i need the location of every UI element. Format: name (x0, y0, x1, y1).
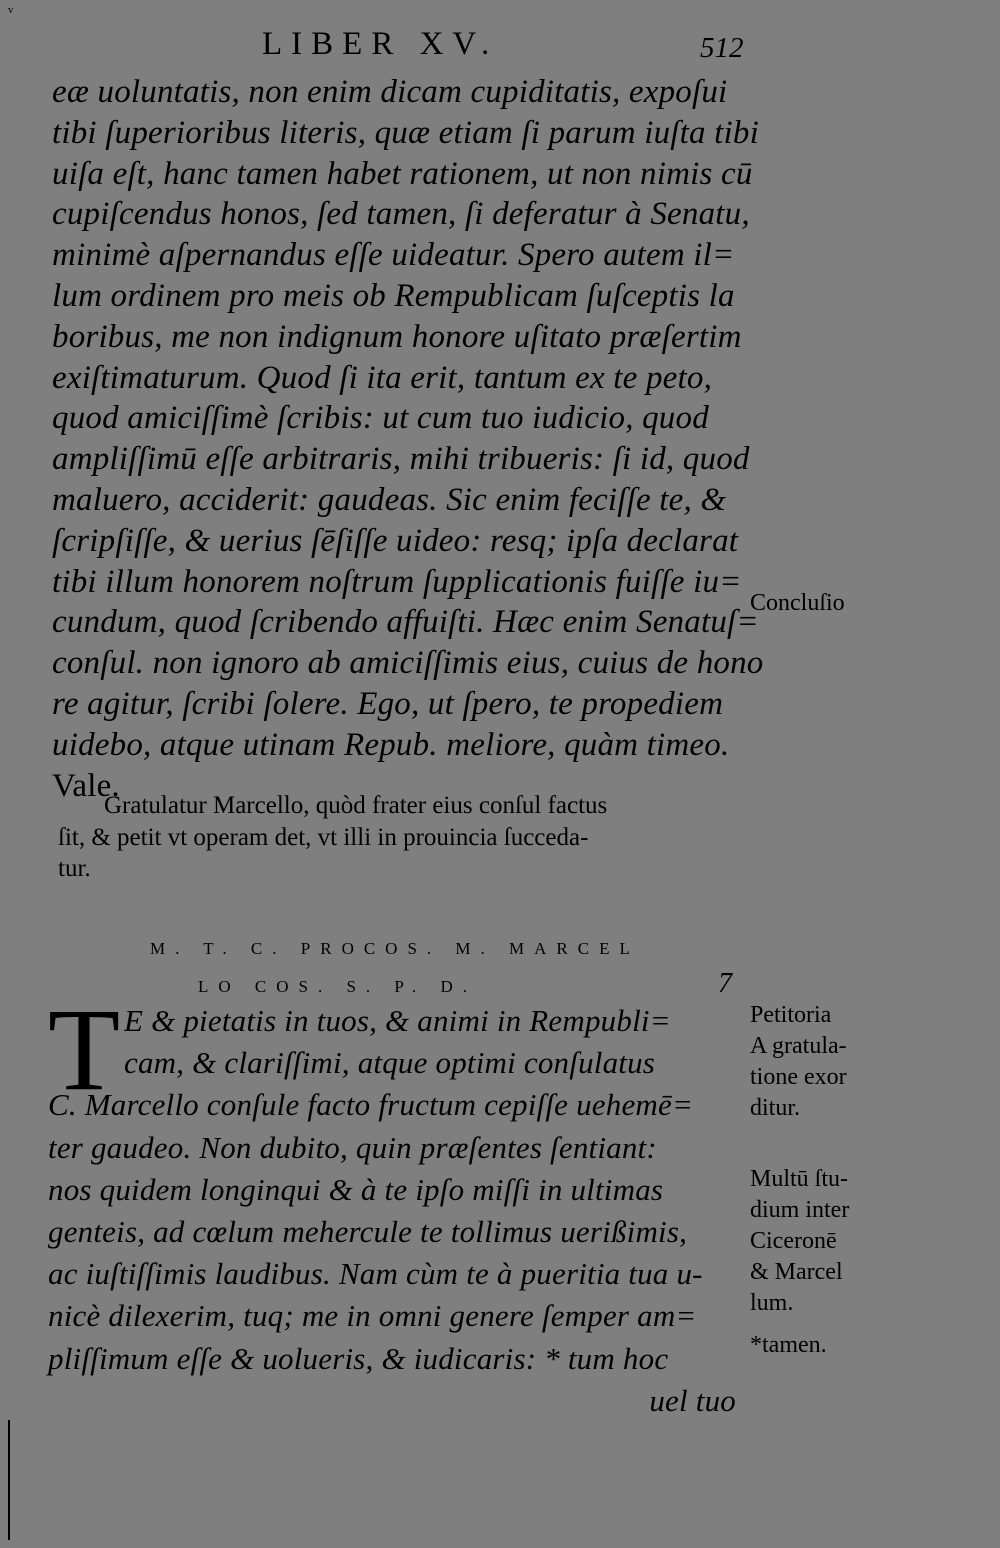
margin-note-conclusio: Concluſio (750, 590, 845, 616)
text-line: minimè aſpernandus eſſe uideatur. Spero autem il= (52, 237, 735, 274)
summary-line: ſit, & petit vt operam det, vt illi in prouincia ſucceda- (58, 823, 589, 851)
text-line: ſcripſiſſe, & uerius ſēſiſſe uideo: resq; ipſa declarat (52, 522, 739, 559)
corner-mark: ᵛ (8, 2, 14, 22)
letter-line: ac iuſtiſſimis laudibus. Nam cùm te à pueritia tua u- (48, 1256, 703, 1292)
letter-greeting (150, 930, 750, 1006)
margin-note-line: Multū ſtu- (750, 1166, 849, 1192)
letter-number: 7 (718, 968, 732, 999)
letter-line: pliſſimum eſſe & uolueris, & iudicaris: * tum hoc (48, 1340, 669, 1376)
drop-capital: T (48, 984, 121, 1115)
text-line: tibi illum honorem noſtrum ſupplicationis fuiſſe iu= (52, 563, 742, 600)
text-line: Vale. (52, 767, 120, 804)
margin-note-line: Ciceronē (750, 1228, 837, 1254)
summary-line: tur. (58, 855, 91, 882)
main-text (52, 72, 764, 806)
text-line: cundum, quod ſcribendo affuiſti. Hæc enim Senatuſ= (52, 604, 759, 641)
letter-line: nicè dilexerim, tuq; me in omni genere ſemper am= (48, 1298, 697, 1334)
page-edge-line (8, 1420, 10, 1540)
text-line: eæ uoluntatis, non enim dicam cupiditatis, expoſui (52, 74, 728, 110)
greeting-line: M. T. C. PROCOS. M. MARCEL (150, 939, 640, 958)
text-line: uidebo, atque utinam Repub. meliore, quàm timeo. (52, 726, 730, 763)
running-head: LIBER XV. (262, 26, 499, 62)
greeting-line: LO COS. S. P. D. (198, 977, 478, 996)
text-line: cupiſcendus honos, ſed tamen, ſi deferatur à Senatu, (52, 196, 750, 233)
margin-note-line: tione exor (750, 1064, 847, 1090)
folio-number: 512 (700, 32, 744, 64)
margin-note-line: dium inter (750, 1197, 850, 1223)
letter-line: C. Marcello conſule facto fructum cepiſſe uehemē= (48, 1087, 694, 1123)
margin-note-line: lum. (750, 1290, 794, 1316)
text-line: exiſtimaturum. Quod ſi ita erit, tantum ex te peto, (52, 359, 713, 396)
margin-note-line: A gratula- (750, 1033, 847, 1059)
text-line: ampliſſimū eſſe arbitraris, mihi tribueris: ſi id, quod (52, 441, 750, 478)
letter-line: genteis, ad cœlum mehercule te tollimus uerißimis, (48, 1214, 688, 1250)
text-line: re agitur, ſcribi ſolere. Ego, ut ſpero, te propediem (52, 685, 724, 722)
argument-summary (58, 790, 758, 885)
letter-line: nos quidem longinqui & à te ipſo miſſi in ultimas (48, 1171, 664, 1207)
text-line: quod amiciſſimè ſcribis: ut cum tuo iudicio, quod (52, 400, 709, 437)
letter-line: E & pietatis in tuos, & animi in Rempubli= (124, 1003, 671, 1038)
text-line: boribus, me non indignum honore uſitato præſertim (52, 318, 742, 355)
summary-line: Gratulatur Marcello, quòd frater eius conſul factus (104, 792, 608, 819)
text-line: lum ordinem pro meis ob Rempublicam ſuſceptis la (52, 277, 735, 314)
catchword: uel tuo (649, 1382, 736, 1418)
page-header (0, 22, 1000, 68)
letter-line: cam, & clariſſimi, atque optimi conſulatus (124, 1045, 656, 1081)
margin-note-line: Petitoria (750, 1002, 832, 1028)
margin-note-line: & Marcel (750, 1259, 843, 1285)
margin-note-multum-studium (750, 1164, 849, 1319)
letter-line: ter gaudeo. Non dubito, quin præſentes ſentiant: (48, 1129, 657, 1165)
margin-note-line: ditur. (750, 1095, 801, 1121)
margin-note-petitoria (750, 1000, 847, 1124)
margin-note-tamen: *tamen. (750, 1332, 827, 1358)
text-line: maluero, acciderit: gaudeas. Sic enim feciſſe te, & (52, 481, 727, 518)
text-line: uiſa eſt, hanc tamen habet rationem, ut non nimis cū (52, 155, 753, 192)
text-line: tibi ſuperioribus literis, quæ etiam ſi parum iuſta tibi (52, 114, 759, 151)
text-line: conſul. non ignoro ab amiciſſimis eius, cuius de hono (52, 645, 764, 682)
